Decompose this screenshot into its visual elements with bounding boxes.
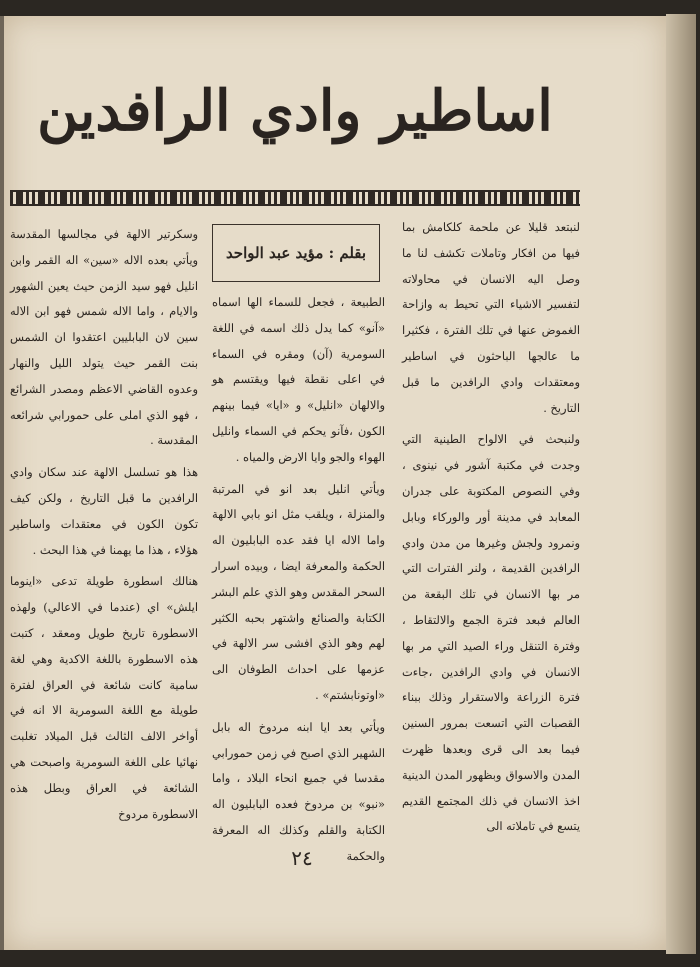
author-byline: بقلم : مؤيد عبد الواحد: [225, 244, 367, 262]
column-right: [402, 215, 580, 846]
paragraph: لنبتعد قليلا عن ملحمة كلكامش بما فيها من افكار وتاملات تكشف لنا ما وصل اليه الانسان في محاولاته لتفسير الاشياء التي تحيط به وازاحة الغموض عنها في تلك الفترة ، فكثيرا ما عالجها الباحثون في اساطير ومعتقدات وادي الرافدين ما قبل التاريخ .: [402, 220, 580, 415]
paragraph: ولنبحث في الالواح الطينية التي وجدت في مكتبة آشور في نينوى ، وفي النصوص المكتوبة على جدران المعابد في مدينة أور والوركاء وبابل ونمرود ولجش وغيرها من مدن وادي الرافدين القديمة ، ولنر الفترات التي مر بها الانسان في تلك البقعة من العالم فبعد فترة الجمع والالتقاط ، وفترة التنقل وراء الصيد التي مر بها الانسان في وادي الرافدين ،جاءت فترة الزراعة والاستقرار وذلك ببناء القصبات التي اتسعت بمرور السنين فيما بعد الى قرى وبعدها ظهرت المدن والاسواق وبظهور المدن الدينية اخذ الانسان في ذلك المجتمع القديم يتسع في تاملاته الى: [402, 432, 580, 834]
column-left: [10, 222, 198, 833]
paragraph: هذا هو تسلسل الالهة عند سكان وادي الرافدين ما قبل التاريخ ، ولكن كيف تكون الكون في معتقدات واساطير هؤلاء ، هذا ما يهمنا في هذا البحث .: [10, 465, 198, 557]
byline-box: [212, 224, 380, 282]
paragraph: ويأتي بعد ايا ابنه مردوخ اله بابل الشهير الذي اصبح في زمن حمورابي مقدسا في جميع انحاء البلاد ، واما «نبو» بن مردوخ فعده البابليون اله الكتابة والقلم وكذلك اله المعرفة والحكمة: [212, 719, 385, 863]
ornamental-divider: [10, 190, 580, 206]
page-number: ٢٤: [291, 846, 313, 870]
paragraph: هنالك اسطورة طويلة تدعى «اينوما ايلش» اي (عندما في الاعالي) ولهذه الاسطورة تاريخ طويل ومعقد ، كتبت هذه الاسطورة باللغة الاكدية وهي لغة سامية كانت شائعة في العراق لفترة طويلة مع اللغة السومرية الا انه في أواخر الالف الثالث قبل الميلاد تغلبت نهائيا على اللغة السومرية واصبحت هي الشائعة في العراق وبطل هذه الاسطورة مردوخ: [10, 574, 198, 821]
column-middle: [212, 290, 385, 876]
paragraph: ويأتي انليل بعد انو في المرتبة والمنزلة ، ويلقب مثل انو بابي الالهة واما الاله ايا فقد عده البابليون اله الحكمة والمعرفة ايضا ، وبيده اسرار السحر المقدس وهو الذي علم البشر الكتابة والصنائع واشتهر بحبه الكثير لهم وهو الذي افشى سر الالهة في عزمها على احداث الطوفان الى «اوتونابشتم» .: [212, 481, 385, 702]
page-side-edge: [666, 14, 696, 954]
paragraph: الطبيعة ، فجعل للسماء الها اسماه «آنو» كما يدل ذلك اسمه في اللغة السومرية (آن) ومقره في السماء في اعلى نقطة فيها ويقتسم هو والالهان «انليل» و «ايا» فيما بينهم الكون ،فآنو يحكم في السماء وانليل الهواء والجو وايا الارض والمياه .: [212, 295, 385, 464]
article-title: اساطير وادي الرافدين: [37, 78, 553, 144]
paragraph: وسكرتير الالهة في مجالسها المقدسة ويأتي بعده الاله «سين» اله القمر وابن انليل فهو سيد الزمن حيث يعين الشهور والايام ، واما الاله شمس فهو ابن الاله سين لان البابليين اعتقدوا ان الشمس بنت القمر حيث يتولد الليل والنهار وعدوه القاضي الاعظم ومصدر الشرائع ، فهو الذي املى على حمورابي شرائعه المقدسة .: [10, 227, 198, 448]
